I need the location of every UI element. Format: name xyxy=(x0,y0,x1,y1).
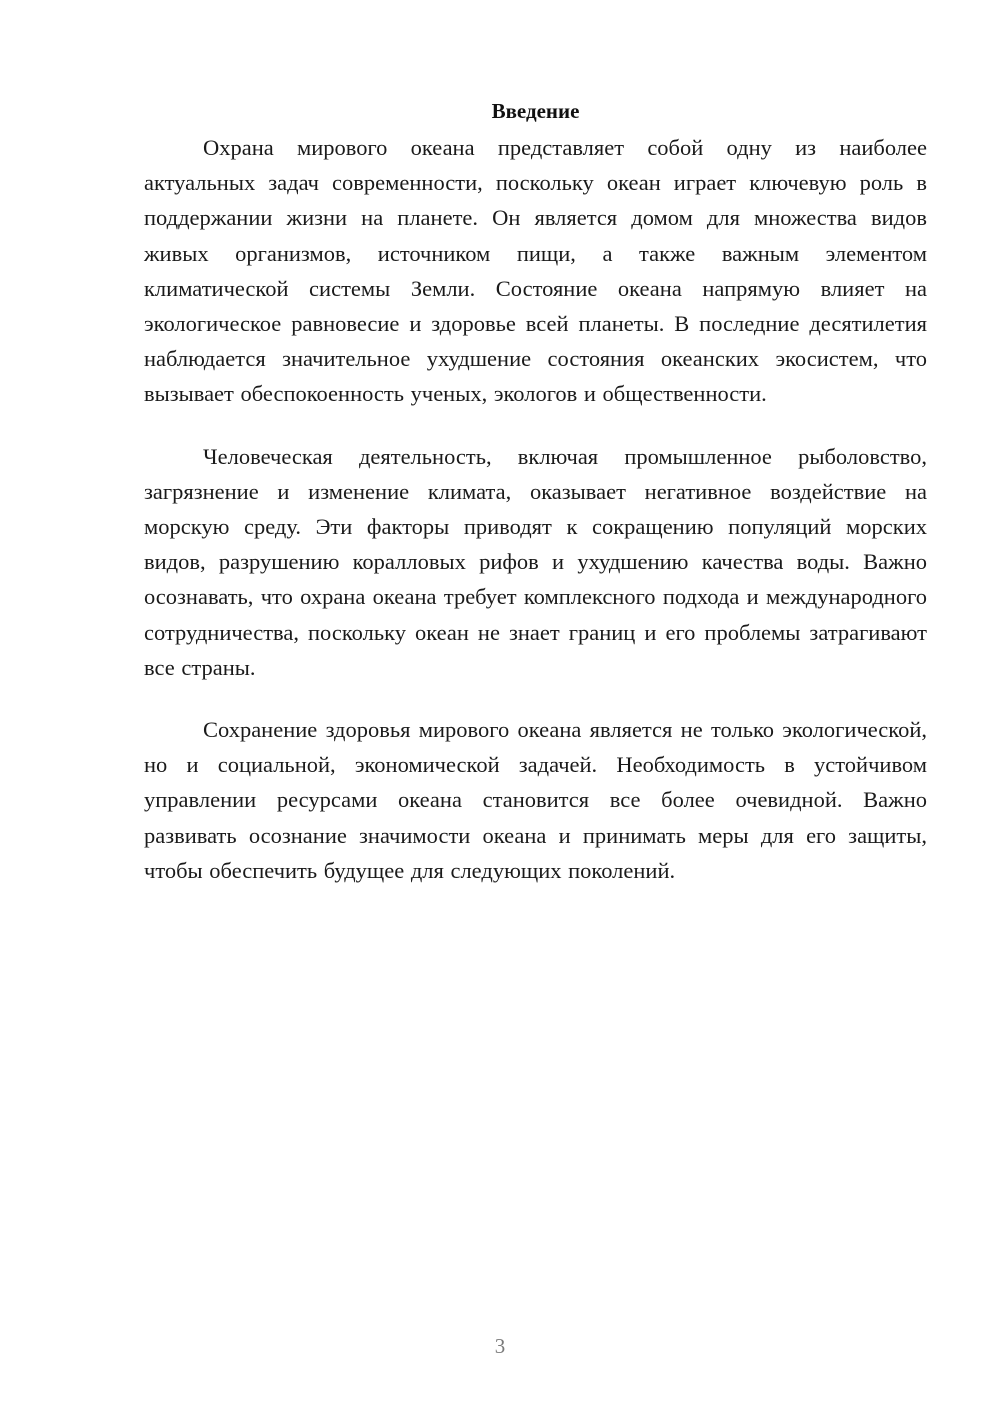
paragraph-2: Человеческая деятельность, включая промышленное рыболовство, загрязнение и изменение климата, оказывает негативное воздействие на морскую среду. Эти факторы приводят к сокращению популяций морских видов, разрушению коралловых рифов и ухудшению качества воды. Важно осознавать, что охрана океана требует комплексного подхода и международного сотрудничества, поскольку океан не знает границ и его проблемы затрагивают все страны. xyxy=(144,443,927,680)
page-body xyxy=(144,96,927,915)
paragraph-3: Сохранение здоровья мирового океана является не только экологической, но и социальной, экономической задачей. Необходимость в устойчивом управлении ресурсами океана становится все более очевидной. Важно развивать осознание значимости океана и принимать меры для его защиты, чтобы обеспечить будущее для следующих поколений. xyxy=(144,717,927,883)
page-number: 3 xyxy=(494,1334,506,1358)
section-title: Введение xyxy=(491,99,580,123)
paragraph-1: Охрана мирового океана представляет собой одну из наиболее актуальных задач современности, поскольку океан играет ключевую роль в поддержании жизни на планете. Он является домом для множества видов живых организмов, источником пищи, а также важным элементом климатической системы Земли. Состояние океана напрямую влияет на экологическое равновесие и здоровье всей планеты. В последние десятилетия наблюдается значительное ухудшение состояния океанских экосистем, что вызывает обеспокоенность ученых, экологов и общественности. xyxy=(144,135,927,407)
